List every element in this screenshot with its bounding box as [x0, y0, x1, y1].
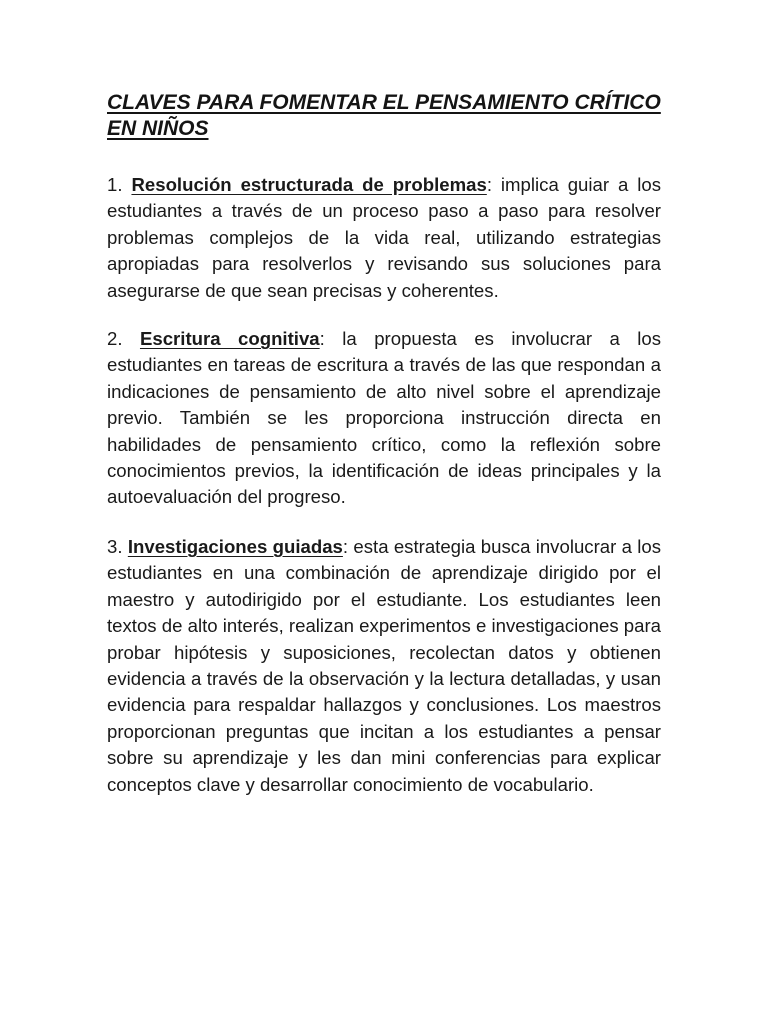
- section-term: Escritura cognitiva: [139, 328, 320, 350]
- section-investigaciones-guiadas: [107, 534, 661, 798]
- section-text: la propuesta es involucrar a los estudiantes en tareas de escritura a través de las que respondan a indicaciones de pensamiento de alto nivel sobre el aprendizaje previo. También se les proporciona instrucción directa en habilidades de pensamiento crítico, como la reflexión sobre conocimientos previos, la identificación de ideas principales y la autoevaluación del progreso.: [107, 328, 662, 508]
- document-page: [107, 90, 661, 798]
- section-text: implica guiar a los estudiantes a través de un proceso paso a paso para resolver problemas complejos de la vida real, utilizando estrategias apropiadas para resolverlos y revisando sus soluciones para asegurarse de que sean precisas y coherentes.: [107, 174, 662, 301]
- section-resolucion-estructurada: [107, 172, 661, 304]
- section-number: 3.: [107, 535, 123, 557]
- section-separator: :: [486, 174, 492, 195]
- section-term: Investigaciones guiadas: [127, 535, 343, 557]
- section-term: Resolución estructurada de problemas: [131, 174, 487, 195]
- section-text: esta estrategia busca involucrar a los estudiantes en una combinación de aprendizaje dirigido por el maestro y autodirigido por el estudiante. Los estudiantes leen textos de alto interés, realizan experimentos e investigaciones para probar hipótesis y suposiciones, recolectan datos y obtienen evidencia a través de la observación y la lectura detalladas, y usan evidencia para respaldar hallazgos y conclusiones. Los maestros proporcionan preguntas que incitan a los estudiantes a pensar sobre su aprendizaje y les dan mini conferencias para explicar conceptos clave y desarrollar conocimiento de vocabulario.: [107, 535, 662, 795]
- section-number: 2.: [107, 328, 123, 350]
- document-title: CLAVES PARA FOMENTAR EL PENSAMIENTO CRÍTICO EN NIÑOS: [107, 91, 661, 140]
- section-escritura-cognitiva: [107, 326, 661, 511]
- section-number: 1.: [107, 174, 123, 195]
- section-separator: :: [342, 535, 349, 557]
- section-separator: :: [319, 328, 325, 350]
